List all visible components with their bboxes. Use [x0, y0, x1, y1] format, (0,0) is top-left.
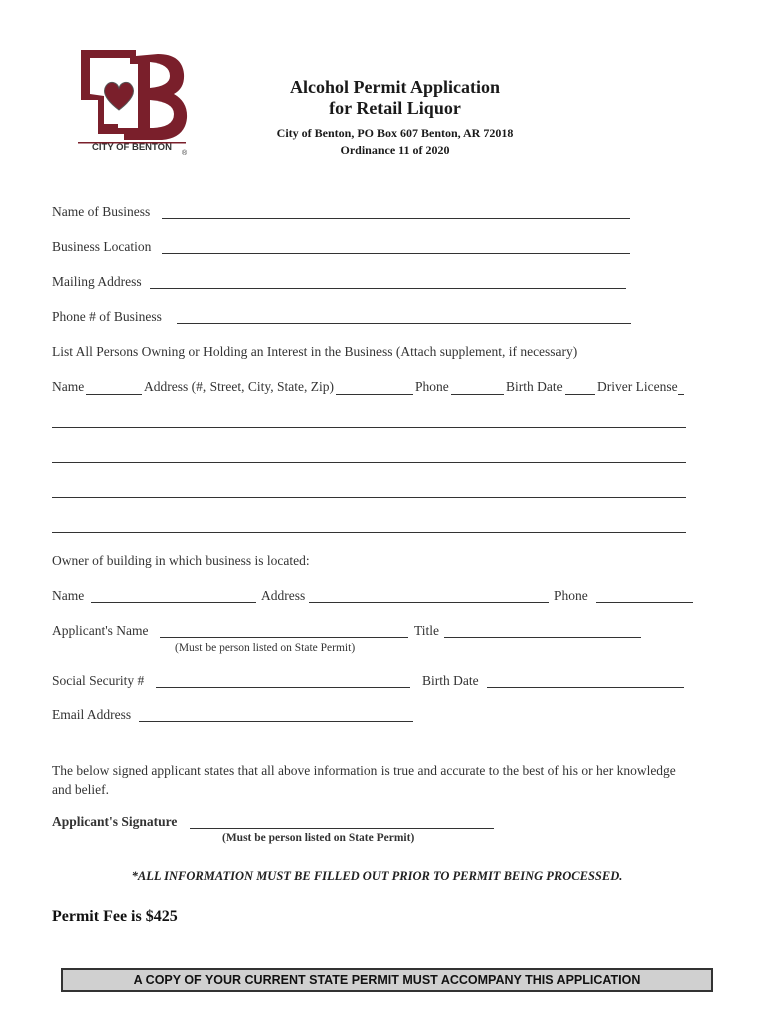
- col-birth-date: Birth Date: [506, 379, 563, 394]
- title-field[interactable]: [444, 637, 641, 638]
- business-phone-label: Phone # of Business: [52, 309, 162, 324]
- ordinance: Ordinance 11 of 2020: [340, 143, 450, 157]
- email-label: Email Address: [52, 707, 132, 722]
- logo-graphic: [78, 48, 190, 156]
- applicant-name-label: Applicant's Name: [52, 623, 149, 638]
- building-owner-heading: Owner of building in which business is located:: [52, 553, 310, 568]
- business-name-field[interactable]: [162, 218, 630, 219]
- email-field[interactable]: [139, 721, 413, 722]
- city-address: City of Benton, PO Box 607 Benton, AR 72018: [276, 126, 514, 140]
- col-driver-license: Driver License: [597, 379, 678, 394]
- signature-field[interactable]: [190, 828, 494, 829]
- mailing-address-label: Mailing Address: [52, 274, 142, 289]
- birth-date-label: Birth Date: [422, 673, 479, 688]
- ssn-field[interactable]: [156, 687, 410, 688]
- col-phone: Phone: [415, 379, 449, 394]
- col-address: Address (#, Street, City, State, Zip): [144, 379, 334, 394]
- owners-instruction: List All Persons Owning or Holding an Interest in the Business (Attach supplement, if necessary): [52, 344, 578, 359]
- signature-label: Applicant's Signature: [52, 814, 178, 829]
- ssn-label: Social Security #: [52, 673, 145, 688]
- business-name-label: Name of Business: [52, 204, 151, 219]
- required-notice: *ALL INFORMATION MUST BE FILLED OUT PRIOR TO PERMIT BEING PROCESSED.: [131, 869, 623, 883]
- business-location-field[interactable]: [162, 253, 630, 254]
- mailing-address-field[interactable]: [150, 288, 626, 289]
- owner-row-3[interactable]: [52, 497, 686, 498]
- business-location-label: Business Location: [52, 239, 152, 254]
- city-of-benton-logo: [78, 48, 190, 156]
- owner-row-4[interactable]: [52, 532, 686, 533]
- building-phone-label: Phone: [554, 588, 588, 603]
- applicant-name-note: (Must be person listed on State Permit): [175, 642, 356, 654]
- building-name-field[interactable]: [91, 602, 256, 603]
- owner-row-1[interactable]: [52, 427, 686, 428]
- col-name: Name: [52, 379, 85, 394]
- building-phone-field[interactable]: [596, 602, 693, 603]
- page-subtitle: for Retail Liquor: [329, 98, 461, 118]
- state-permit-banner: A COPY OF YOUR CURRENT STATE PERMIT MUST ACCOMPANY THIS APPLICATION: [61, 968, 713, 992]
- logo-text: CITY OF BENTON: [92, 142, 172, 153]
- permit-fee: Permit Fee is $425: [52, 908, 178, 925]
- title-label: Title: [414, 623, 440, 638]
- building-address-label: Address: [261, 588, 306, 603]
- owner-row-2[interactable]: [52, 462, 686, 463]
- applicant-statement: The below signed applicant states that all above information is true and accurate to the best of his or her knowledge and belief.: [52, 763, 676, 797]
- applicant-name-field[interactable]: [160, 637, 408, 638]
- registered-mark: ®: [182, 150, 188, 156]
- business-phone-field[interactable]: [177, 323, 631, 324]
- building-address-field[interactable]: [309, 602, 549, 603]
- birth-date-field[interactable]: [487, 687, 684, 688]
- building-name-label: Name: [52, 588, 85, 603]
- page-title: Alcohol Permit Application: [290, 77, 500, 97]
- signature-note: (Must be person listed on State Permit): [222, 832, 415, 844]
